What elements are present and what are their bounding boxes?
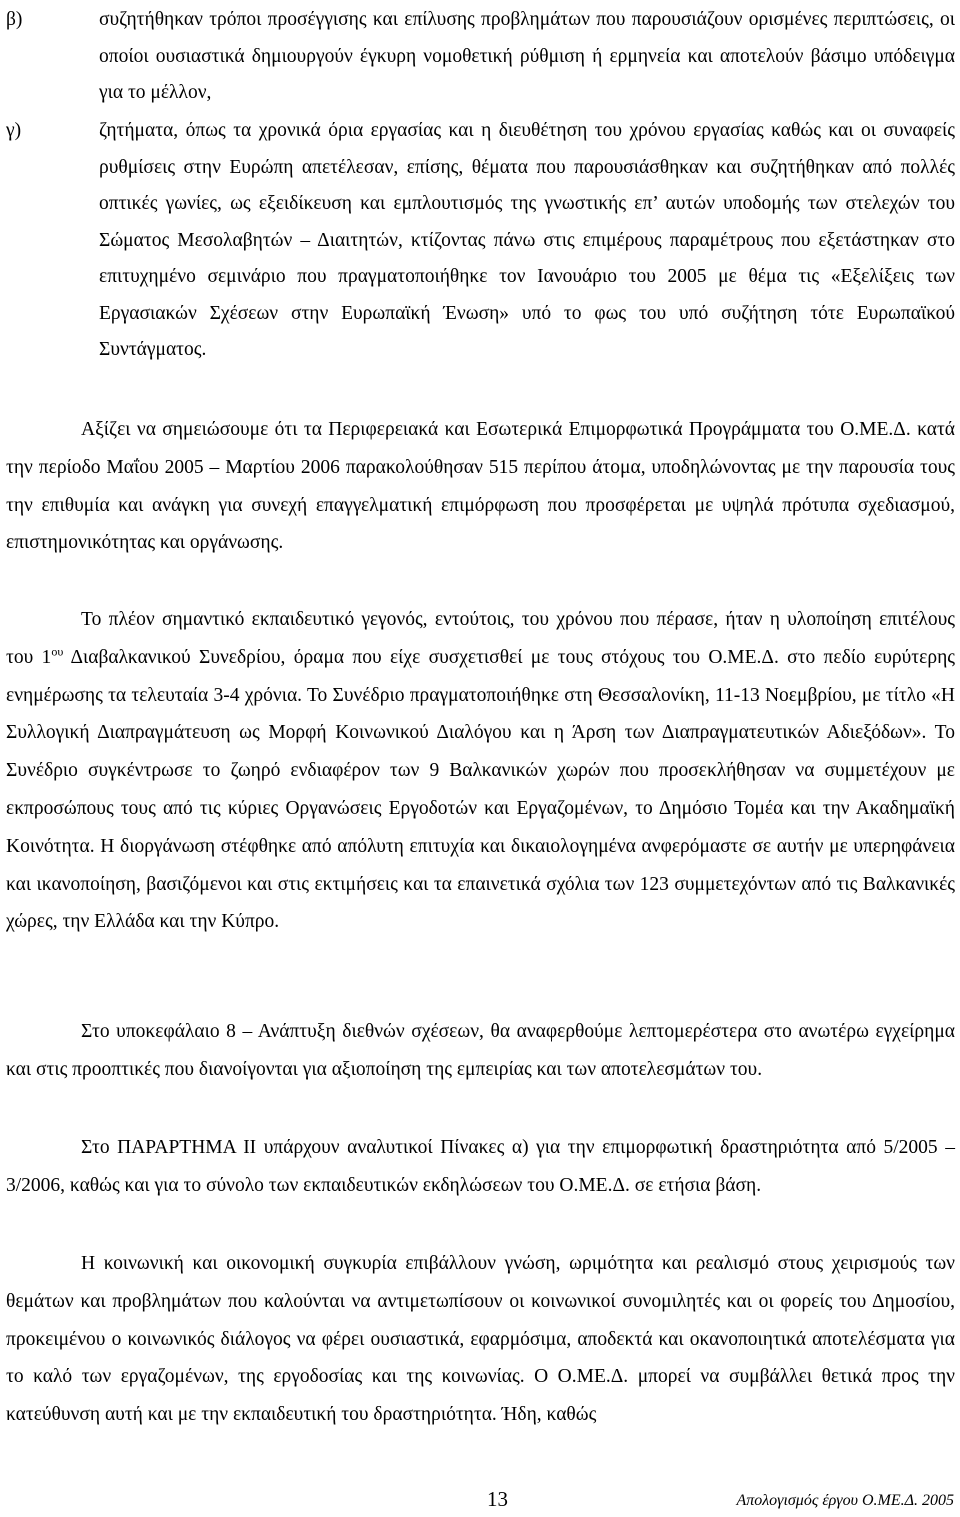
running-footer-title: Απολογισμός έργου Ο.ΜΕ.Δ. 2005 [736,1492,954,1509]
list-marker: γ) [6,120,22,141]
list-item-text: συζητήθηκαν τρόποι προσέγγισης και επίλυσης προβλημάτων που παρουσιάζουν ορισμένες περιπτώσεις, οι οποίοι ουσιαστικά δημιουργούν έγκυρη νομοθετική ρύθμιση ή ερμηνεία και αποτελούν βάσιμο υπόδειγμα για το μέλλον, [99,9,955,103]
list-item-text: ζητήματα, όπως τα χρονικά όρια εργασίας και η διευθέτηση του χρόνου εργασίας καθώς και οι συναφείς ρυθμίσεις στην Ευρώπη απετέλεσαν, επίσης, θέματα που παρουσιάσθηκαν και συζητήθηκαν από πολλές οπτικές γωνίες, ως εξειδίκευση και εμπλουτισμός της γνωστικής επ’ αυτών υποδομής των στελεχών του Σώματος Μεσολαβητών – Διαιτητών, κτίζοντας πάνω στις επιμέρους παραμέτρους που εξετάστηκαν στο επιτυχημένο σεμινάριο που πραγματοποιήθηκε τον Ιανουάριο του 2005 με θέμα τις «Εξελίξεις των Εργασιακών Σχέσεων στην Ευρωπαϊκή Ένωση» υπό το φως του υπό συζήτηση τότε Ευρωπαϊκού Συντάγματος. [99,120,955,360]
list-marker: β) [6,9,23,30]
paragraph-subchapter-reference: Στο υποκεφάλαιο 8 – Ανάπτυξη διεθνών σχέσεων, θα αναφερθούμε λεπτομερέστερα στο ανωτέρω εγχείρημα και στις προοπτικές που διανοίγονται για αξιοποίηση της εμπειρίας και των αποτελεσμάτων του. [6,1021,955,1080]
paragraph-balkan-conference [6,601,955,941]
paragraph-appendix-reference: Στο ΠΑΡΑΡΤΗΜΑ ΙΙ υπάρχουν αναλυτικοί Πίνακες α) για την επιμορφωτική δραστηριότητα από 5/2005 – 3/2006, καθώς και για το σύνολο των εκπαιδευτικών εκδηλώσεων του Ο.ΜΕ.Δ. σε ετήσια βάση. [6,1137,955,1196]
ordinal-superscript: ου [51,644,64,659]
paragraph-social-dialogue: Η κοινωνική και οικονομική συγκυρία επιβάλλουν γνώση, ωριμότητα και ρεαλισμό στους χειρισμούς των θεμάτων και προβλημάτων που καλούνται να αντιμετωπίσουν οι κοινωνικοί συνομιλητές και οι φορείς του Δημοσίου, προκειμένου ο κοινωνικός διάλογος να φέρει ουσιαστικά, εφαρμόσιμα, αποδεκτά και οκανοποιητικά αποτελέσματα για το καλό των εργαζομένων, της εργοδοσίας και της κοινωνίας. Ο Ο.ΜΕ.Δ. μπορεί να συμβάλλει θετικά προς την κατεύθυνση αυτή και με την εκπαιδευτική του δραστηριότητα. Ήδη, καθώς [6,1253,955,1426]
page-number: 13 [487,1487,508,1511]
paragraph-text-part: Το πλέον σημαντικό εκπαιδευτικό γεγονός, εντούτοις, του χρόνου που πέρασε, ήταν η υλοποίηση επιτέλους του 1 [6,609,955,668]
paragraph-training-attendance: Αξίζει να σημειώσουμε ότι τα Περιφερειακά και Εσωτερικά Επιμορφωτικά Προγράμματα του Ο.ΜΕ.Δ. κατά την περίοδο Μαΐου 2005 – Μαρτίου 2006 παρακολούθησαν 515 περίπου άτομα, υποδηλώνοντας με την παρουσία τους την επιθυμία και ανάγκη για συνεχή επαγγελματική επιμόρφωση που προσφέρεται με υψηλά πρότυπα σχεδιασμού, επιστημονικότητας και οργάνωσης. [6,419,955,554]
paragraph-text-part: Διαβαλκανικού Συνεδρίου, όραμα που είχε συσχετισθεί με τους στόχους του Ο.ΜΕ.Δ. στο πεδίο ευρύτερης ενημέρωσης τα τελευταία 3-4 χρόνια. Το Συνέδριο πραγματοποιήθηκε στη Θεσσαλονίκη, 11-13 Νοεμβρίου, με τίτλο «Η Συλλογική Διαπραγμάτευση ως Μορφή Κοινωνικού Διαλόγου και η Άρση των Διαπραγματευτικών Αδιεξόδων». Το Συνέδριο συγκέντρωσε το ζωηρό ενδιαφέρον των 9 Βαλκανικών χωρών που προσεκλήθησαν να συμμετέχουν με εκπροσώπους τους από τις κύριες Οργανώσεις Εργοδοτών και Εργαζομένων, το Δημόσιο Τομέα και την Ακαδημαϊκή Κοινότητα. Η διοργάνωση στέφθηκε από απόλυτη επιτυχία και δικαιολογημένα ανφερόμαστε σε αυτήν με υπερηφάνεια και ικανοποίηση, βασιζόμενοι και στις εκτιμήσεις και τα επαινετικά σχόλια των 123 συμμετεχόντων από τις Βαλκανικές χώρες, την Ελλάδα και την Κύπρο. [6,646,955,933]
